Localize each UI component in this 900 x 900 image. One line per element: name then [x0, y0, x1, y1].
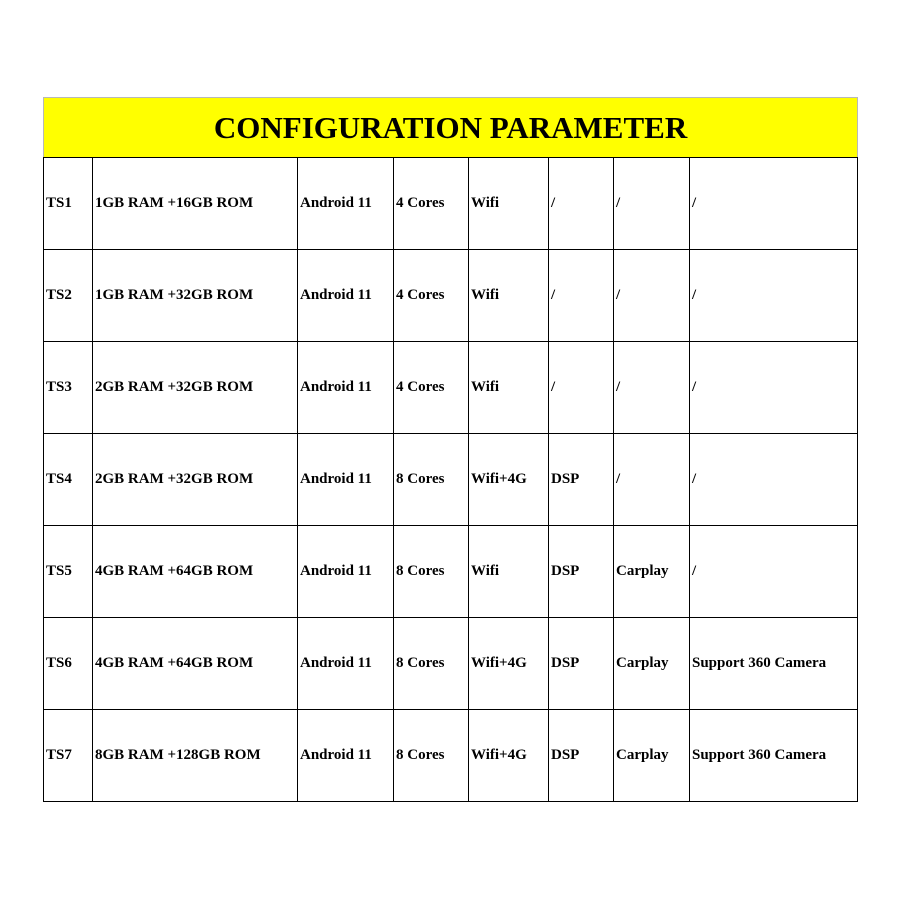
- network-cell: Wifi: [469, 342, 549, 434]
- title-row: [44, 98, 858, 158]
- dsp-cell: DSP: [549, 618, 614, 710]
- camera-cell: Support 360 Camera: [690, 618, 858, 710]
- memory-cell: 8GB RAM +128GB ROM: [93, 710, 298, 802]
- network-cell: Wifi: [469, 526, 549, 618]
- os-cell: Android 11: [298, 342, 394, 434]
- cpu-cell: 4 Cores: [394, 342, 469, 434]
- table-row: [44, 618, 858, 710]
- network-cell: Wifi+4G: [469, 710, 549, 802]
- model-cell: TS7: [44, 710, 93, 802]
- carplay-cell: /: [614, 250, 690, 342]
- table-row: [44, 710, 858, 802]
- os-cell: Android 11: [298, 158, 394, 250]
- camera-cell: /: [690, 250, 858, 342]
- cpu-cell: 8 Cores: [394, 434, 469, 526]
- memory-cell: 4GB RAM +64GB ROM: [93, 526, 298, 618]
- model-cell: TS3: [44, 342, 93, 434]
- table-row: [44, 342, 858, 434]
- carplay-cell: Carplay: [614, 618, 690, 710]
- memory-cell: 2GB RAM +32GB ROM: [93, 342, 298, 434]
- network-cell: Wifi: [469, 158, 549, 250]
- cpu-cell: 8 Cores: [394, 618, 469, 710]
- memory-cell: 4GB RAM +64GB ROM: [93, 618, 298, 710]
- configuration-table: [43, 97, 858, 802]
- table-row: [44, 158, 858, 250]
- camera-cell: /: [690, 342, 858, 434]
- dsp-cell: DSP: [549, 434, 614, 526]
- os-cell: Android 11: [298, 434, 394, 526]
- memory-cell: 1GB RAM +32GB ROM: [93, 250, 298, 342]
- os-cell: Android 11: [298, 526, 394, 618]
- camera-cell: Support 360 Camera: [690, 710, 858, 802]
- model-cell: TS4: [44, 434, 93, 526]
- os-cell: Android 11: [298, 618, 394, 710]
- camera-cell: /: [690, 526, 858, 618]
- dsp-cell: /: [549, 342, 614, 434]
- table-title: CONFIGURATION PARAMETER: [44, 98, 858, 158]
- memory-cell: 1GB RAM +16GB ROM: [93, 158, 298, 250]
- os-cell: Android 11: [298, 710, 394, 802]
- cpu-cell: 4 Cores: [394, 158, 469, 250]
- cpu-cell: 4 Cores: [394, 250, 469, 342]
- table-row: [44, 526, 858, 618]
- dsp-cell: /: [549, 158, 614, 250]
- carplay-cell: Carplay: [614, 526, 690, 618]
- network-cell: Wifi+4G: [469, 618, 549, 710]
- carplay-cell: Carplay: [614, 710, 690, 802]
- table-row: [44, 434, 858, 526]
- memory-cell: 2GB RAM +32GB ROM: [93, 434, 298, 526]
- network-cell: Wifi+4G: [469, 434, 549, 526]
- carplay-cell: /: [614, 434, 690, 526]
- cpu-cell: 8 Cores: [394, 710, 469, 802]
- network-cell: Wifi: [469, 250, 549, 342]
- carplay-cell: /: [614, 342, 690, 434]
- model-cell: TS2: [44, 250, 93, 342]
- dsp-cell: DSP: [549, 710, 614, 802]
- model-cell: TS6: [44, 618, 93, 710]
- table-row: [44, 250, 858, 342]
- carplay-cell: /: [614, 158, 690, 250]
- model-cell: TS1: [44, 158, 93, 250]
- camera-cell: /: [690, 158, 858, 250]
- dsp-cell: DSP: [549, 526, 614, 618]
- model-cell: TS5: [44, 526, 93, 618]
- cpu-cell: 8 Cores: [394, 526, 469, 618]
- camera-cell: /: [690, 434, 858, 526]
- dsp-cell: /: [549, 250, 614, 342]
- os-cell: Android 11: [298, 250, 394, 342]
